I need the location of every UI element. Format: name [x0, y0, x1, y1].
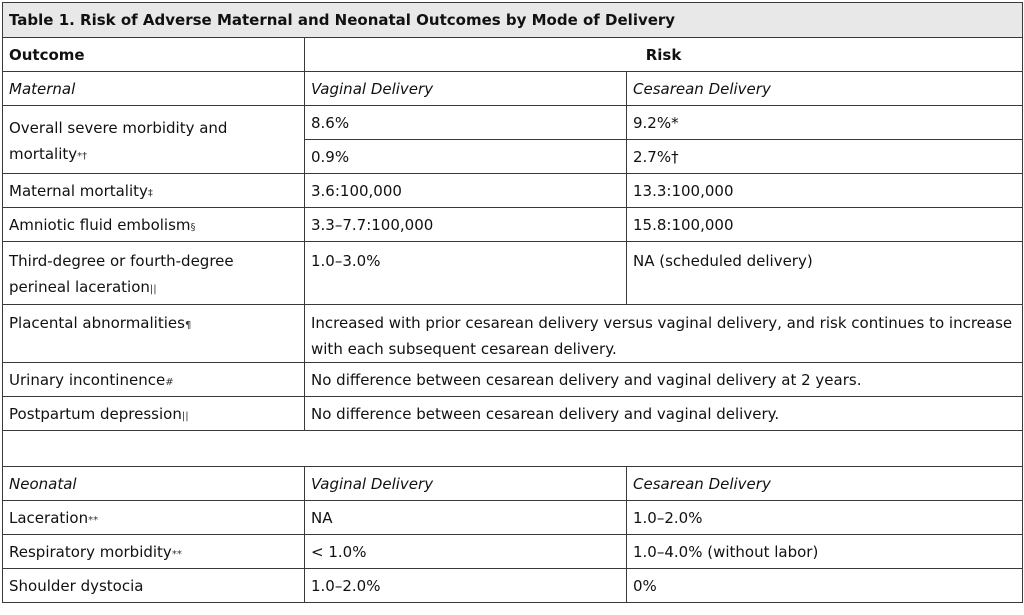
combined-value: No difference between cesarean delivery and vaginal delivery. — [305, 397, 1023, 431]
header-risk: Risk — [305, 38, 1023, 72]
table-row-outcome — [3, 569, 305, 603]
outcome-label: Urinary incontinence — [9, 370, 166, 389]
outcome-label: Laceration — [9, 508, 89, 527]
vaginal-value: 3.6:100,000 — [305, 174, 627, 208]
cesarean-value: 2.7%† — [627, 140, 1023, 174]
table-row-outcome — [3, 397, 305, 431]
outcome-label: Shoulder dystocia — [9, 576, 144, 595]
col-vaginal-delivery: Vaginal Delivery — [305, 467, 627, 501]
combined-value: No difference between cesarean delivery and vaginal delivery at 2 years. — [305, 363, 1023, 397]
vaginal-value: 0.9% — [305, 140, 627, 174]
table-row-outcome — [3, 242, 305, 305]
cesarean-value: 1.0–4.0% (without labor) — [627, 535, 1023, 569]
cesarean-value: 1.0–2.0% — [627, 501, 1023, 535]
vaginal-value: 3.3–7.7:100,000 — [305, 208, 627, 242]
section-maternal: Maternal — [3, 72, 305, 106]
outcome-label: Maternal mortality — [9, 181, 148, 200]
footnote-mark: *† — [77, 151, 88, 162]
col-cesarean-delivery: Cesarean Delivery — [627, 72, 1023, 106]
cesarean-value: 15.8:100,000 — [627, 208, 1023, 242]
footnote-mark: # — [165, 376, 174, 388]
footnote-mark: ‡ — [147, 187, 153, 199]
table-caption: Table 1. Risk of Adverse Maternal and Neonatal Outcomes by Mode of Delivery — [3, 3, 1023, 38]
outcome-label: Placental abnormalities — [9, 314, 185, 332]
vaginal-value: 8.6% — [305, 106, 627, 140]
footnote-mark: § — [190, 221, 196, 233]
combined-value: Increased with prior cesarean delivery versus vaginal delivery, and risk continues to increase with each subsequent cesarean delivery. — [305, 305, 1023, 363]
vaginal-value: 1.0–3.0% — [305, 242, 627, 305]
col-vaginal-delivery: Vaginal Delivery — [305, 72, 627, 106]
cesarean-value: 9.2%* — [627, 106, 1023, 140]
table-row-outcome — [3, 535, 305, 569]
footnote-mark: || — [181, 410, 189, 422]
outcome-label: Amniotic fluid embolism — [9, 215, 191, 234]
section-spacer — [3, 431, 1023, 467]
vaginal-value: 1.0–2.0% — [305, 569, 627, 603]
vaginal-value: < 1.0% — [305, 535, 627, 569]
cesarean-value: NA (scheduled delivery) — [627, 242, 1023, 305]
cesarean-value: 0% — [627, 569, 1023, 603]
table-row-outcome — [3, 106, 305, 174]
outcome-label: Overall severe morbidity and mortality — [9, 119, 228, 163]
footnote-mark: ** — [171, 548, 182, 560]
table-row-outcome — [3, 174, 305, 208]
vaginal-value: NA — [305, 501, 627, 535]
footnote-mark: ** — [88, 514, 99, 526]
header-outcome: Outcome — [3, 38, 305, 72]
col-cesarean-delivery: Cesarean Delivery — [627, 467, 1023, 501]
table-row-outcome — [3, 363, 305, 397]
footnote-mark: ¶ — [184, 320, 192, 331]
outcomes-table — [2, 2, 1023, 603]
section-neonatal: Neonatal — [3, 467, 305, 501]
table-row-outcome — [3, 501, 305, 535]
table-row-outcome — [3, 305, 305, 363]
table-row-outcome — [3, 208, 305, 242]
outcome-label: Respiratory morbidity — [9, 542, 172, 561]
cesarean-value: 13.3:100,000 — [627, 174, 1023, 208]
outcome-label: Third-degree or fourth-degree perineal laceration — [9, 252, 234, 296]
outcome-label: Postpartum depression — [9, 404, 182, 423]
footnote-mark: || — [149, 284, 157, 295]
